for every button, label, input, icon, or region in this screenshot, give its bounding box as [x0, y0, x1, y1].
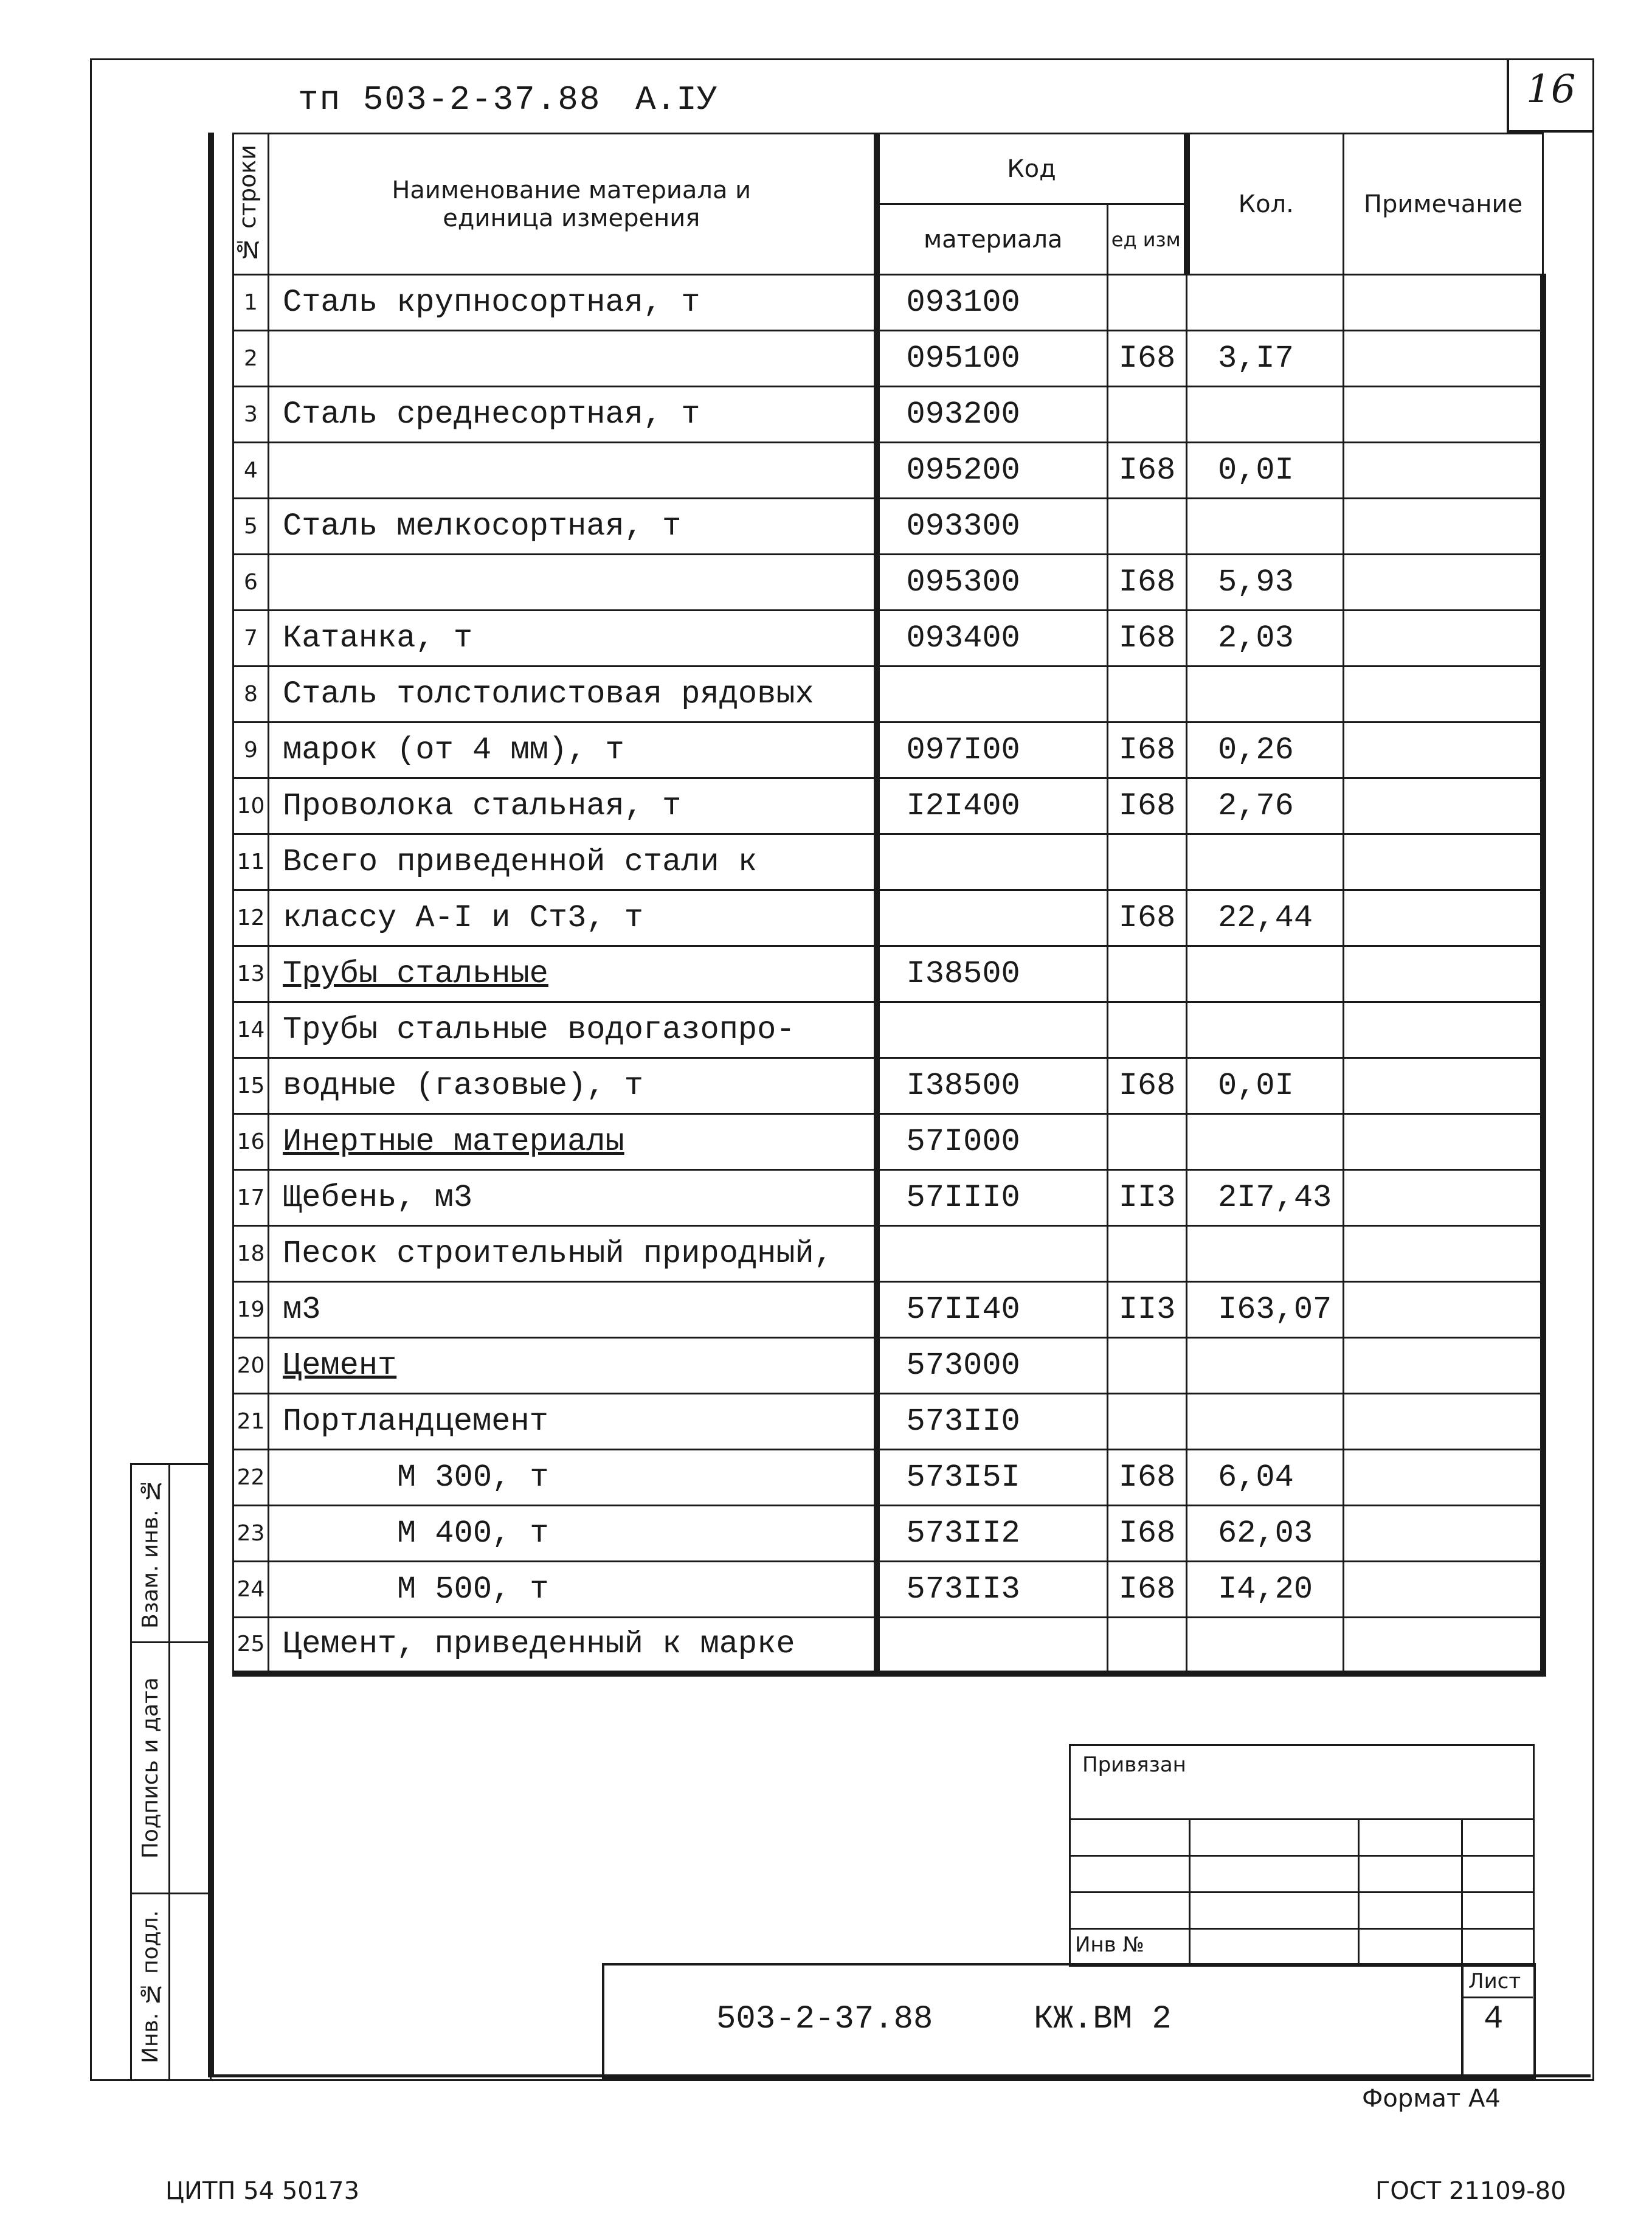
table-row: 8 Сталь толстолистовая рядовых — [233, 667, 1543, 722]
table-row: 22 М 300, т 573I5I I68 6,04 — [233, 1450, 1543, 1506]
binding-vline-2 — [1358, 1818, 1360, 1963]
stamp-vzam-inv: Взам. инв. № — [130, 1463, 170, 1643]
inv-no-label: Инв № — [1075, 1933, 1144, 1957]
table-row: 7 Катанка, т 093400 I68 2,03 — [233, 611, 1543, 667]
stamp-inv-podl-value — [168, 1893, 212, 2081]
table-row: 1 Сталь крупносортная, т 093100 — [233, 275, 1543, 331]
table-row: 4 095200 I68 0,0I — [233, 443, 1543, 499]
stamp-podpis-data: Подпись и дата — [130, 1641, 170, 1894]
header-name — [269, 134, 877, 275]
table-row: 15 водные (газовые), т I38500 I68 0,0I — [233, 1058, 1543, 1114]
table-row: 13 Трубы стальные I38500 — [233, 946, 1543, 1002]
stamp-podpis-data-value — [168, 1641, 212, 1894]
binding-hline-3 — [1069, 1891, 1533, 1893]
table-row: 17 Щебень, м3 57III0 II3 2I7,43 — [233, 1170, 1543, 1226]
binding-hline-4 — [1069, 1928, 1533, 1930]
table-row: 2 095100 I68 3,I7 — [233, 331, 1543, 387]
table-row: 5 Сталь мелкосортная, т 093300 — [233, 499, 1543, 555]
table-row: 10 Проволока стальная, т I2I400 I68 2,76 — [233, 778, 1543, 834]
binding-hline-1 — [1069, 1818, 1533, 1820]
document-code: тп 503-2-37.88 — [298, 80, 601, 119]
sheet-mark: КЖ.ВМ 2 — [1034, 2001, 1172, 2038]
table-row: 3 Сталь среднесортная, т 093200 — [233, 387, 1543, 443]
gost-code: ГОСТ 21109-80 — [1375, 2177, 1566, 2205]
table-row: 19 м3 57II40 II3 I63,07 — [233, 1282, 1543, 1338]
header-code-material: материала — [877, 204, 1108, 275]
page-number: 16 — [1526, 67, 1576, 112]
table-row: 14 Трубы стальные водогазопро- — [233, 1002, 1543, 1058]
table-body — [233, 275, 1543, 1674]
stamp-vzam-inv-value — [168, 1463, 212, 1643]
binding-label: Привязан — [1082, 1753, 1186, 1777]
binding-hline-2 — [1069, 1855, 1533, 1857]
sheet-box-vline — [1461, 1963, 1464, 2075]
table-row: 11 Всего приведенной стали к — [233, 834, 1543, 890]
stamp-inv-podl: Инв. № подл. — [130, 1893, 170, 2081]
designation: 503-2-37.88 — [716, 2001, 933, 2038]
table-row: 20 Цемент 573000 — [233, 1338, 1543, 1394]
format-label: Формат А4 — [1362, 2085, 1501, 2113]
table-row: 23 М 400, т 573II2 I68 62,03 — [233, 1506, 1543, 1562]
table-row: 12 классу А-I и Ст3, т I68 22,44 — [233, 890, 1543, 946]
header-row-no: № строки — [233, 134, 269, 275]
album-number: А.IУ — [635, 80, 717, 119]
sheet-label: Лист — [1468, 1969, 1521, 1993]
binding-vline-1 — [1189, 1818, 1191, 1963]
table-row: 18 Песок строительный природный, — [233, 1226, 1543, 1282]
header-name-line2: единица измерения — [443, 204, 700, 232]
table-row: 9 марок (от 4 мм), т 097I00 I68 0,26 — [233, 722, 1543, 778]
table-row: 6 095300 I68 5,93 — [233, 555, 1543, 611]
table-row: 21 Портландцемент 573II0 — [233, 1394, 1543, 1450]
sheet-number: 4 — [1484, 2001, 1504, 2038]
header-name-line1: Наименование материала и — [392, 176, 752, 204]
header-note: Примечание — [1344, 134, 1543, 275]
table-row: 24 М 500, т 573II3 I68 I4,20 — [233, 1562, 1543, 1618]
sheet-box-hline — [1461, 1997, 1533, 1998]
header-code-group: Код — [877, 134, 1187, 204]
table-row: 25 Цемент, приведенный к марке — [233, 1618, 1543, 1674]
header-qty: Кол. — [1187, 134, 1344, 275]
table-row: 16 Инертные материалы 57I000 — [233, 1114, 1543, 1170]
binding-vline-3 — [1461, 1818, 1463, 1963]
header-code-unit: ед изм — [1108, 204, 1187, 275]
materials-table — [232, 133, 1546, 1677]
citp-code: ЦИТП 54 50173 — [165, 2177, 360, 2205]
